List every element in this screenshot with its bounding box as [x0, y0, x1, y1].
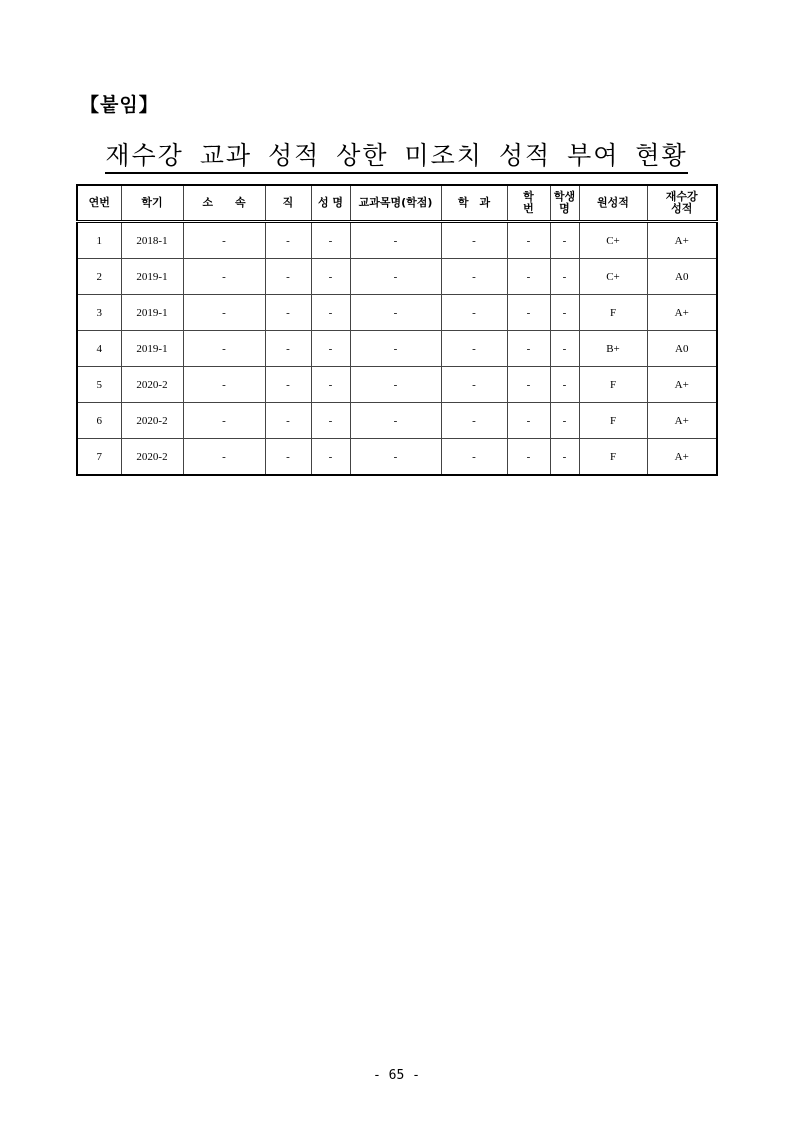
- cell-no: 3: [77, 295, 121, 331]
- cell-student-id: -: [507, 403, 550, 439]
- cell-student-name: -: [550, 367, 579, 403]
- cell-course: -: [350, 331, 441, 367]
- cell-name: -: [311, 403, 350, 439]
- header-student-name: 학생 명: [550, 185, 579, 222]
- cell-student-id: -: [507, 331, 550, 367]
- cell-retake-grade: A0: [647, 331, 717, 367]
- cell-affiliation: -: [183, 439, 265, 476]
- header-semester: 학기: [121, 185, 183, 222]
- header-no: 연번: [77, 185, 121, 222]
- document-title-text: 재수강 교과 성적 상한 미조치 성적 부여 현황: [105, 141, 687, 174]
- cell-position: -: [265, 331, 311, 367]
- table-row: [77, 403, 717, 439]
- cell-retake-grade: A+: [647, 439, 717, 476]
- cell-course: -: [350, 259, 441, 295]
- cell-retake-grade: A+: [647, 403, 717, 439]
- cell-affiliation: -: [183, 295, 265, 331]
- cell-course: -: [350, 295, 441, 331]
- table-header-row: [77, 185, 717, 222]
- cell-student-id: -: [507, 295, 550, 331]
- header-student-id: 학 번: [507, 185, 550, 222]
- cell-student-name: -: [550, 331, 579, 367]
- cell-department: -: [441, 295, 507, 331]
- cell-course: -: [350, 403, 441, 439]
- cell-original-grade: F: [579, 439, 647, 476]
- cell-original-grade: C+: [579, 222, 647, 259]
- cell-semester: 2019-1: [121, 259, 183, 295]
- cell-semester: 2020-2: [121, 439, 183, 476]
- cell-student-id: -: [507, 367, 550, 403]
- cell-student-name: -: [550, 439, 579, 476]
- cell-department: -: [441, 439, 507, 476]
- cell-name: -: [311, 367, 350, 403]
- cell-department: -: [441, 222, 507, 259]
- cell-semester: 2019-1: [121, 331, 183, 367]
- cell-student-id: -: [507, 439, 550, 476]
- cell-department: -: [441, 331, 507, 367]
- cell-department: -: [441, 367, 507, 403]
- header-affiliation: 소 속: [183, 185, 265, 222]
- cell-retake-grade: A+: [647, 295, 717, 331]
- cell-no: 1: [77, 222, 121, 259]
- cell-no: 7: [77, 439, 121, 476]
- table-row: [77, 439, 717, 476]
- cell-name: -: [311, 222, 350, 259]
- cell-retake-grade: A0: [647, 259, 717, 295]
- cell-original-grade: F: [579, 367, 647, 403]
- cell-position: -: [265, 403, 311, 439]
- cell-original-grade: F: [579, 295, 647, 331]
- cell-student-name: -: [550, 222, 579, 259]
- cell-affiliation: -: [183, 403, 265, 439]
- header-course: 교과목명(학점): [350, 185, 441, 222]
- header-department: 학 과: [441, 185, 507, 222]
- cell-no: 5: [77, 367, 121, 403]
- attachment-label: 【붙임】: [80, 94, 159, 116]
- cell-student-id: -: [507, 259, 550, 295]
- cell-position: -: [265, 367, 311, 403]
- cell-retake-grade: A+: [647, 367, 717, 403]
- cell-student-id: -: [507, 222, 550, 259]
- table-row: [77, 331, 717, 367]
- cell-course: -: [350, 367, 441, 403]
- table-row: [77, 222, 717, 259]
- cell-affiliation: -: [183, 222, 265, 259]
- cell-name: -: [311, 259, 350, 295]
- cell-semester: 2019-1: [121, 295, 183, 331]
- header-name: 성 명: [311, 185, 350, 222]
- cell-no: 4: [77, 331, 121, 367]
- grade-status-table: [76, 184, 718, 476]
- cell-name: -: [311, 295, 350, 331]
- cell-position: -: [265, 222, 311, 259]
- page-number: - 65 -: [373, 1068, 420, 1083]
- cell-retake-grade: A+: [647, 222, 717, 259]
- header-position: 직: [265, 185, 311, 222]
- cell-original-grade: B+: [579, 331, 647, 367]
- cell-affiliation: -: [183, 259, 265, 295]
- table-row: [77, 295, 717, 331]
- cell-semester: 2018-1: [121, 222, 183, 259]
- cell-original-grade: C+: [579, 259, 647, 295]
- cell-no: 2: [77, 259, 121, 295]
- cell-student-name: -: [550, 259, 579, 295]
- cell-name: -: [311, 439, 350, 476]
- cell-semester: 2020-2: [121, 367, 183, 403]
- cell-name: -: [311, 331, 350, 367]
- cell-department: -: [441, 259, 507, 295]
- cell-position: -: [265, 295, 311, 331]
- cell-position: -: [265, 439, 311, 476]
- header-retake-grade: 재수강 성적: [647, 185, 717, 222]
- table-row: [77, 259, 717, 295]
- cell-student-name: -: [550, 295, 579, 331]
- cell-original-grade: F: [579, 403, 647, 439]
- cell-course: -: [350, 222, 441, 259]
- header-original-grade: 원성적: [579, 185, 647, 222]
- cell-semester: 2020-2: [121, 403, 183, 439]
- document-title: [0, 136, 793, 172]
- cell-student-name: -: [550, 403, 579, 439]
- cell-no: 6: [77, 403, 121, 439]
- cell-affiliation: -: [183, 367, 265, 403]
- table-body: [77, 222, 717, 476]
- cell-affiliation: -: [183, 331, 265, 367]
- table-row: [77, 367, 717, 403]
- cell-position: -: [265, 259, 311, 295]
- cell-course: -: [350, 439, 441, 476]
- cell-department: -: [441, 403, 507, 439]
